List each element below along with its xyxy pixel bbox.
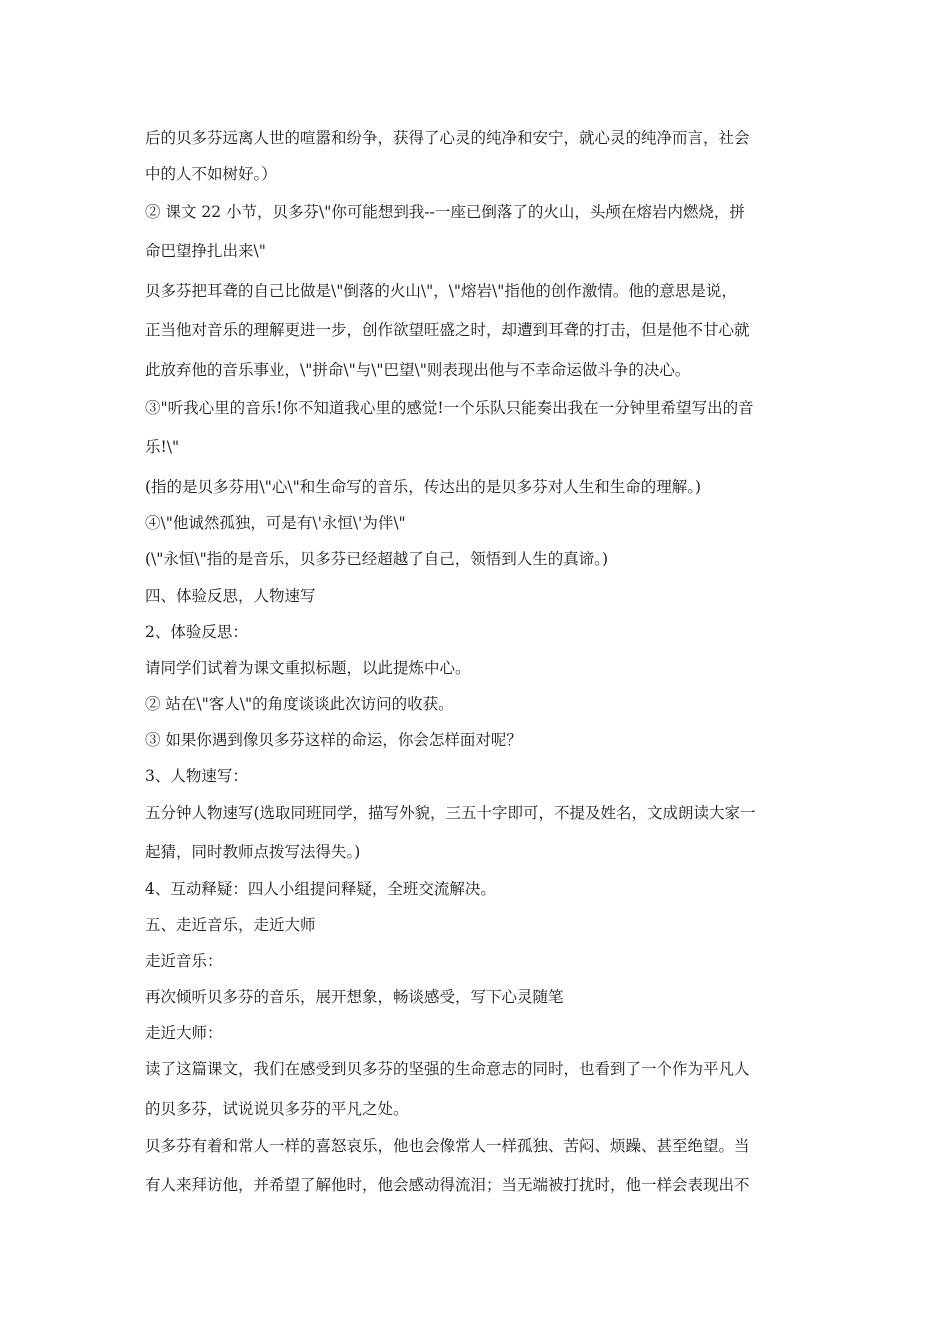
text-line: 后的贝多芬远离人世的喧嚣和纷争，获得了心灵的纯净和安宁，就心灵的纯净而言，社会 bbox=[145, 129, 750, 147]
text-line: ③"听我心里的音乐!你不知道我心里的感觉!一个乐队只能奏出我在一分钟里希望写出的音 bbox=[145, 399, 754, 417]
subheading: 4、互动释疑：四人小组提问释疑，全班交流解决。 bbox=[145, 880, 496, 898]
text-line: 正当他对音乐的理解更进一步，创作欲望旺盛之时，却遭到耳聋的打击，但是他不甘心就 bbox=[145, 321, 750, 339]
section-heading: 五、走近音乐，走近大师 bbox=[145, 916, 316, 934]
section-heading: 四、体验反思，人物速写 bbox=[145, 587, 316, 605]
subheading: 2、体验反思： bbox=[145, 623, 248, 641]
text-line: 起猜，同时教师点拨写法得失。) bbox=[145, 843, 361, 861]
text-line: 命巴望挣扎出来\" bbox=[145, 242, 266, 260]
text-line: 读了这篇课文，我们在感受到贝多芬的坚强的生命意志的同时，也看到了一个作为平凡人 bbox=[145, 1060, 750, 1078]
text-line: 乐!\" bbox=[145, 438, 180, 456]
text-line: 贝多芬有着和常人一样的喜怒哀乐，他也会像常人一样孤独、苦闷、烦躁、甚至绝望。当 bbox=[145, 1137, 750, 1155]
text-line: 中的人不如树好。） bbox=[145, 165, 277, 183]
text-line: ② 课文 22 小节，贝多芬\"你可能想到我--一座已倒落了的火山，头颅在熔岩内燃烧，拼 bbox=[145, 203, 745, 221]
text-line: (\"永恒\"指的是音乐，贝多芬已经超越了自己，领悟到人生的真谛。) bbox=[145, 550, 609, 568]
text-line: 的贝多芬，试说说贝多芬的平凡之处。 bbox=[145, 1100, 409, 1118]
text-line: 此放弃他的音乐事业，\"拼命\"与\"巴望\"则表现出他与不幸命运做斗争的决心。 bbox=[145, 361, 691, 379]
text-line: 再次倾听贝多芬的音乐，展开想象，畅谈感受，写下心灵随笔 bbox=[145, 988, 564, 1006]
text-line: 贝多芬把耳聋的自己比做是\"倒落的火山\"，\"熔岩\"指他的创作激情。他的意思是说， bbox=[145, 282, 737, 300]
subheading: 走近大师： bbox=[145, 1024, 223, 1042]
text-line: 请同学们试着为课文重拟标题，以此提炼中心。 bbox=[145, 659, 471, 677]
text-line: 五分钟人物速写(选取同班同学，描写外貌，三五十字即可，不提及姓名，文成朗读大家一 bbox=[145, 804, 756, 822]
text-line: 有人来拜访他，并希望了解他时，他会感动得流泪；当无端被打扰时，他一样会表现出不 bbox=[145, 1176, 750, 1194]
subheading: 走近音乐： bbox=[145, 952, 223, 970]
text-line: ④\"他诚然孤独，可是有\'永恒\'为伴\" bbox=[145, 514, 406, 532]
text-line: ② 站在\"客人\"的角度谈谈此次访问的收获。 bbox=[145, 695, 454, 713]
subheading: 3、人物速写： bbox=[145, 767, 248, 785]
text-line: (指的是贝多芬用\"心\"和生命写的音乐，传达出的是贝多芬对人生和生命的理解。) bbox=[145, 478, 702, 496]
text-line: ③ 如果你遇到像贝多芬这样的命运，你会怎样面对呢？ bbox=[145, 731, 522, 749]
